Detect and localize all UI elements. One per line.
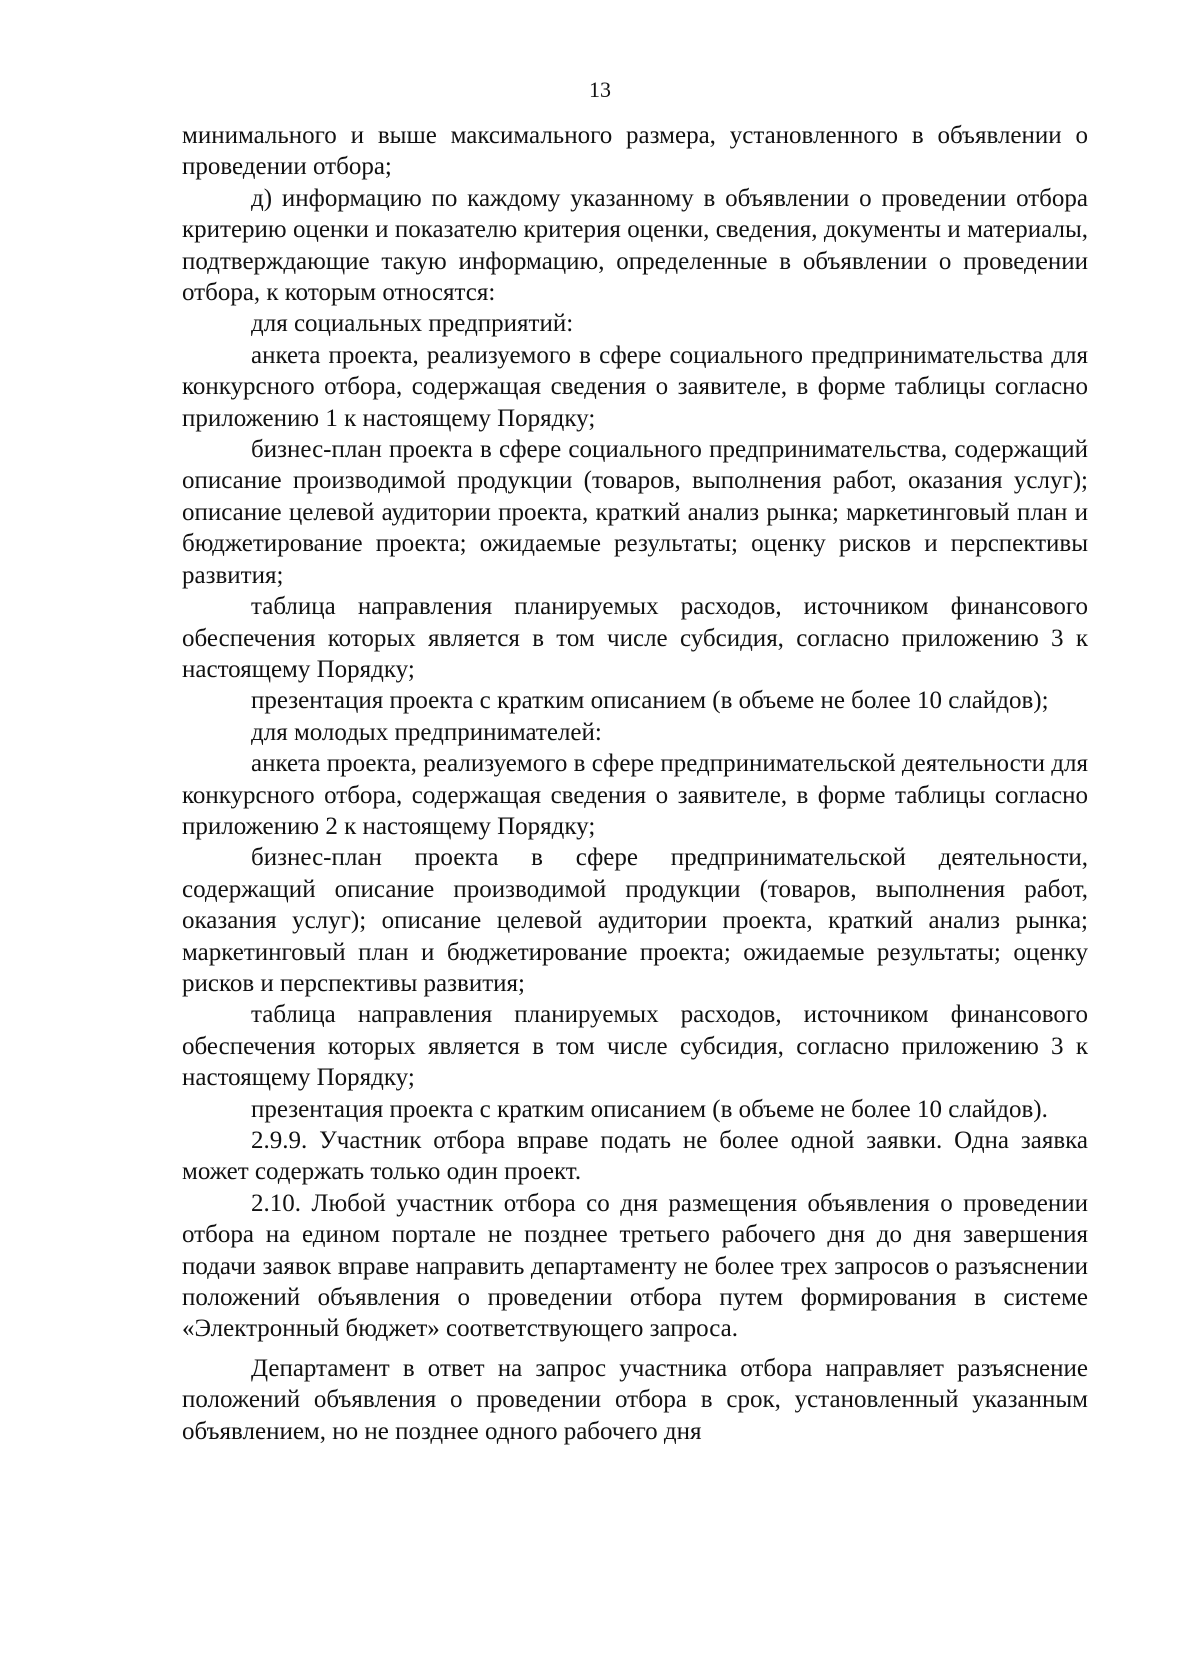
page-number: 13 <box>589 77 611 102</box>
paragraph: 2.9.9. Участник отбора вправе подать не более одной заявки. Одна заявка может содержать только один проект. <box>182 1127 1088 1186</box>
paragraph: бизнес-план проекта в сфере социального предпринимательства, содержащий описание производимой продукции (товаров, выполнения работ, оказания услуг); описание целевой аудитории проекта, краткий анализ рынка; маркетинговый план и бюджетирование проекта; ожидаемые результаты; оценку рисков и перспективы развития; <box>182 436 1088 589</box>
paragraph: бизнес-план проекта в сфере предпринимательской деятельности, содержащий описание производимой продукции (товаров, выполнения работ, оказания услуг); описание целевой аудитории проекта, краткий анализ рынка; маркетинговый план и бюджетирование проекта; ожидаемые результаты; оценку рисков и перспективы развития; <box>182 844 1088 997</box>
paragraph: д) информацию по каждому указанному в объявлении о проведении отбора критерию оценки и показателю критерия оценки, сведения, документы и материалы, подтверждающие такую информацию, определенные в объявлении о проведении отбора, к которым относятся: <box>182 184 1088 307</box>
paragraph: минимального и выше максимального размера, установленного в объявлении о проведении отбора; <box>182 122 1088 181</box>
paragraph: таблица направления планируемых расходов, источником финансового обеспечения которых является в том числе субсидия, согласно приложению 3 к настоящему Порядку; <box>182 1001 1088 1092</box>
paragraph: для социальных предприятий: <box>251 310 574 338</box>
paragraph: презентация проекта с кратким описанием (в объеме не более 10 слайдов); <box>251 687 1049 715</box>
paragraph: презентация проекта с кратким описанием (в объеме не более 10 слайдов). <box>251 1095 1048 1123</box>
paragraph: анкета проекта, реализуемого в сфере предпринимательской деятельности для конкурсного отбора, содержащая сведения о заявителе, в форме таблицы согласно приложению 2 к настоящему Порядку; <box>182 750 1088 840</box>
paragraph: таблица направления планируемых расходов, источником финансового обеспечения которых является в том числе субсидия, согласно приложению 3 к настоящему Порядку; <box>182 593 1088 683</box>
paragraph: для молодых предпринимателей: <box>251 718 602 746</box>
document-body <box>182 120 1088 1447</box>
paragraph: анкета проекта, реализуемого в сфере социального предпринимательства для конкурсного отбора, содержащая сведения о заявителе, в форме таблицы согласно приложению 1 к настоящему Порядку; <box>182 341 1088 432</box>
paragraph: Департамент в ответ на запрос участника отбора направляет разъяснение положений объявления о проведении отбора в срок, установленный указанным объявлением, но не позднее одного рабочего дня <box>182 1354 1088 1445</box>
paragraph: 2.10. Любой участник отбора со дня размещения объявления о проведении отбора на едином портале не позднее третьего рабочего дня до дня завершения подачи заявок вправе направить департаменту не более трех запросов о разъяснении положений объявления о проведении отбора путем формирования в системе «Электронный бюджет» соответствующего запроса. <box>182 1189 1088 1343</box>
